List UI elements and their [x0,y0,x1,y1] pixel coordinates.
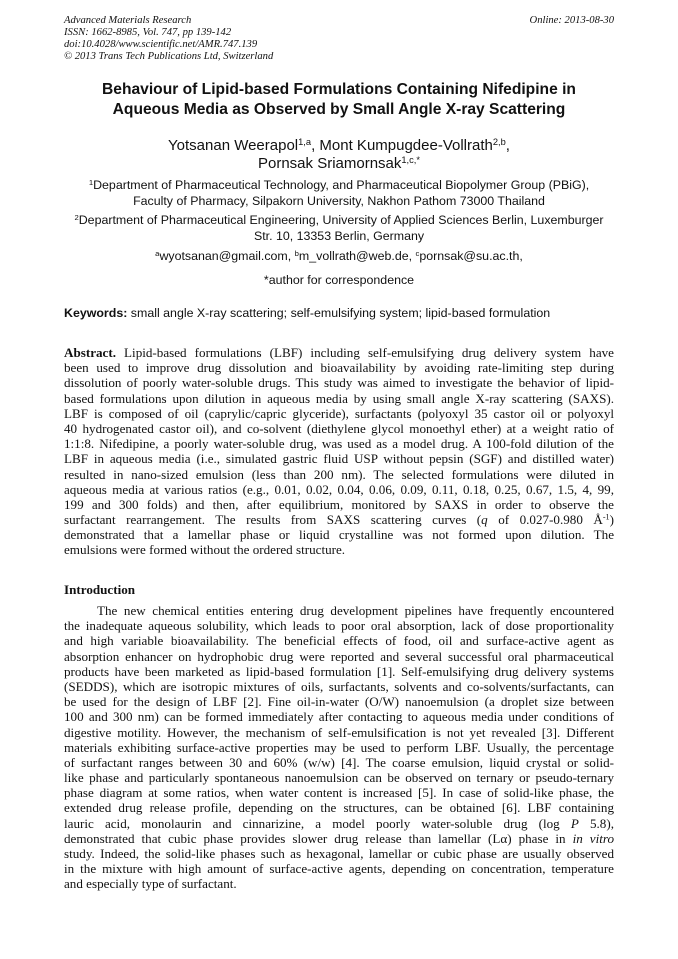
correspondence-note: *author for correspondence [263,273,415,287]
text-line [64,694,614,709]
text-segment: emulsions were formed without the ordered structure. [64,542,346,558]
aff-line: Department of Pharmaceutical Engineering, University of Applied Sciences Berlin, Luxemburger [78,213,604,227]
affiliation-2 [30,213,648,244]
text-line [64,664,614,679]
text-segment: in the mixture with high amount of surface-active agents, depending on concentration, temperature [64,861,614,877]
keywords-text: small angle X-ray scattering; self-emulsifying system; lipid-based formulation [127,306,551,320]
text-segment: products have been marketed as lipid-based formulation [1]. Self-emulsifying drug delivery systems [64,663,614,679]
doi: doi:10.4028/www.scientific.net/AMR.747.139 [64,39,258,50]
text-segment: resulted in nano-sized emulsion (less than 200 nm). The selected formulations were diluted in [64,466,614,482]
text-segment: dissolution of poorly water-soluble drugs. This study was aimed to investigate the behavior of lipid- [64,375,614,391]
text-line [64,740,614,755]
text-segment: of surfactant ranges between 30 and 60% (w/w) [4]. The coarse emulsion, liquid crystal or solid- [64,754,614,770]
authors [40,137,638,173]
text-line [64,406,614,421]
journal-header [64,15,273,63]
author-sup: 2,b [492,136,506,147]
text-segment: surfactant rearrangement. The results from SAXS scattering curves ( [64,512,482,528]
keywords-label: Keywords: [64,306,128,320]
email[interactable]: pornsak@su.ac.th, [419,249,523,263]
email-sup: a [155,248,160,258]
text-segment: 100 and 300 nm) can be formed immediately after contacting to aqueous media under conditions of [64,709,614,725]
text-line [64,679,614,694]
aff-sup: 2 [74,212,79,222]
separator: , [311,137,320,154]
text-segment: materials exhibiting surface-active properties may be used to perform LBF. Usually, the percentage [64,739,614,755]
title-line: Aqueous Media as Observed by Small Angle X-ray Scattering [112,101,566,118]
text-segment: in vitro [572,830,614,846]
aff-line: Department of Pharmaceutical Technology, and Pharmaceutical Biopolymer Group (PBiG), [93,178,590,192]
text-segment: ) [609,512,614,528]
text-segment: aqueous media at various ratios (e.g., 0.01, 0.02, 0.04, 0.06, 0.09, 0.11, 0.18, 0.25, 0.67, 1.5, 4, 99, [64,481,614,497]
author-name: Pornsak Sriamornsak [258,155,402,172]
text-line [64,618,614,633]
text-line [64,831,614,846]
text-segment: 5.8), [578,815,614,831]
paper-title [40,80,638,120]
text-line [64,816,614,831]
keywords [64,306,550,320]
text-line [64,633,614,648]
email[interactable]: wyotsanan@gmail.com, [159,249,295,263]
text-line [64,482,614,497]
section-heading-introduction: Introduction [64,582,136,597]
text-segment: study. Indeed, the solid-like phases such as hexagonal, lamellar or cubic phase are usually observed [64,846,614,861]
text-line [64,542,614,557]
text-line [64,649,614,664]
introduction-body [64,603,614,892]
text-segment: and especially type of surfactant. [64,876,237,892]
text-segment: 40 hydrogenated castor oil), and co-solvent (diethylene glycol monoethyl ether) at a weight ratio of [64,420,614,436]
author-name: Yotsanan Weerapol [168,137,299,154]
author-sup: 1,c,* [401,154,420,165]
text-segment: q [481,512,488,528]
aff-line: Str. 10, 13353 Berlin, Germany [253,228,425,243]
aff-sup: 1 [88,177,94,187]
text-segment: digestive motility. However, the mechanism of self-emulsification is not yet revealed [3]. Different [64,724,614,740]
text-line [64,725,614,740]
text-segment: lauric acid, monolaurin and cinnarizine, a model poorly water-soluble drug (log [64,815,571,831]
text-line [64,375,614,390]
text-line [64,800,614,815]
text-segment: 199 and 300 folds) and then, after equilibrium, monitored by SAXS in order to observe the [64,496,614,512]
text-line [64,360,614,375]
text-segment: -1 [602,512,610,522]
text-segment: demonstrated that a lamellar phase or liquid crystalline was not formed upon dilution. The [64,527,614,543]
emails [30,249,648,265]
text-line [64,345,614,360]
email-sup: b [294,248,299,258]
author-name: Mont Kumpugdee-Vollrath [319,137,493,154]
aff-line: Faculty of Pharmacy, Silpakorn University, Nakhon Pathom 73000 Thailand [133,193,545,208]
text-line [64,603,614,618]
text-line [64,527,614,542]
text-segment: Lipid-based formulations (LBF) including self-emulsifying drug delivery system have [116,345,614,360]
title-line: Behaviour of Lipid-based Formulations Containing Nifedipine in [102,81,576,98]
text-segment: been used to improve drug dissolution and bioavailability by avoiding rate-limiting step during [64,360,614,376]
text-line [64,497,614,512]
journal-name: Advanced Materials Research [64,15,192,26]
author-sup: 1,a [298,136,312,147]
text-segment: be used for the design of LBF [2]. Fine oil-in-water (O/W) nanoemulsion (a droplet size between [64,694,614,710]
separator: , [505,137,510,154]
text-segment: based formulations upon dilution in aqueous media by using small angle X-ray scattering (SAXS). [64,390,614,406]
text-segment: and high variable bioavailability. The beneficial effects of food, oil and surface-active agent as [64,633,614,649]
text-segment: the inadequate aqueous solubility, which leads to poor oral absorption, lack of dose proportionality [64,618,614,634]
text-segment: (SEDDS), which are isotropic mixtures of oils, surfactants, solvents and co-solvents/surfactants, can [64,678,614,694]
text-line [64,421,614,436]
text-segment: absorption enhancer on hydrophobic drug were reported and several successful oral pharmaceutical [64,648,614,664]
text-segment: extended drug release profile, depending on the structures, can be obtained [6]. LBF containing [64,800,614,816]
text-segment: LBF in aqueous media (i.e., simulated gastric fluid USP without pepsin (SGF) and distilled water) [64,451,614,467]
text-segment: The new chemical entities entering drug development pipelines have frequently encountered [97,603,614,618]
text-segment: P [570,815,579,831]
text-segment: of 0.027-0.980 Å [487,512,603,528]
email-sup: c [415,248,420,258]
text-line [64,785,614,800]
text-segment: 1:1:8. Nifedipine, a poorly water-soluble drug, was used as a model drug. A 100-fold dilution of the [64,436,614,452]
abstract-label: Abstract. [64,345,116,360]
issn: ISSN: 1662-8985, Vol. 747, pp 139-142 [64,27,232,38]
text-line [64,467,614,482]
text-segment: phase diagram at some ratios, when water content is increased [5]. In case of solid-like phase, the [64,785,614,801]
text-line [64,436,614,451]
text-line [64,709,614,724]
text-line [64,451,614,466]
online-date: Online: 2013-08-30 [529,15,614,26]
text-segment: demonstrated that cubic phase provides slower drug release than lamellar (Lα) phase in [64,830,573,846]
email[interactable]: m_vollrath@web.de, [298,249,416,263]
copyright: © 2013 Trans Tech Publications Ltd, Switzerland [64,51,274,62]
text-line [64,770,614,785]
text-segment: like phase and particularly spontaneous nanoemulsion can be observed on ternary or pseudo-ternary [64,770,614,786]
text-line [64,755,614,770]
text-line [64,846,614,861]
abstract [64,345,614,558]
affiliation-1 [30,178,648,209]
text-line [64,512,614,527]
text-line [64,861,614,876]
text-line [64,876,614,891]
text-line [64,391,614,406]
text-segment: LBF is composed of oil (caprylic/capric glyceride), surfactants (polyoxyl 35 castor oil or polyoxyl [64,405,614,421]
